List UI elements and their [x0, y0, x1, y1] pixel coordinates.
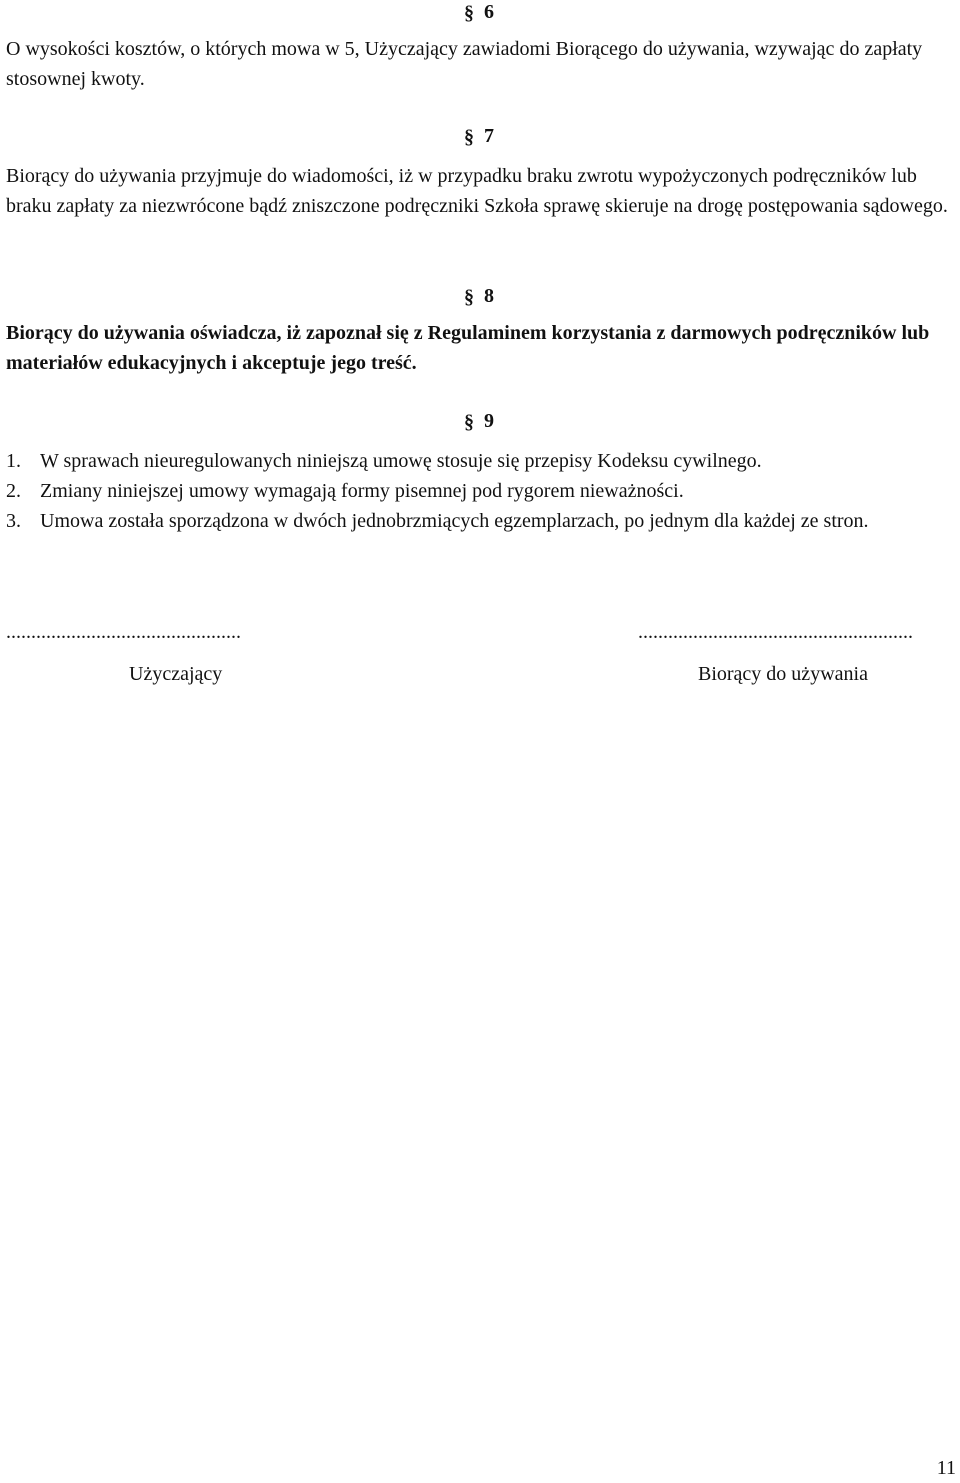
- section-8-heading: [464, 284, 494, 308]
- section-8-text: Biorący do używania oświadcza, iż zapoznał się z Regulaminem korzystania z darmowych podręczników lub materiałów edukacyjnych i akceptuje jego treść.: [6, 322, 930, 374]
- section-9-heading: [464, 409, 494, 433]
- list-item: [6, 476, 956, 506]
- signature-label-left: Użyczający: [129, 663, 223, 685]
- svg-text:§: §: [464, 126, 474, 148]
- list-item-number: 3.: [6, 510, 21, 532]
- list-item-text: W sprawach nieuregulowanych niniejszą umowę stosuje się przepisy Kodeksu cywilnego.: [40, 450, 762, 472]
- signature-label-right: Biorący do używania: [698, 663, 868, 685]
- section-number: 9: [484, 410, 494, 432]
- list-item-text: Umowa została sporządzona w dwóch jednobrzmiących egzemplarzach, po jednym dla każdej ze stron.: [40, 510, 869, 532]
- section-6-heading: [464, 0, 494, 24]
- list-item: [6, 446, 956, 476]
- section-sign-icon: [464, 124, 474, 148]
- page-number: 11: [936, 1457, 956, 1479]
- section-sign-icon: [464, 409, 474, 433]
- list-item: [6, 506, 956, 536]
- section-6-text: O wysokości kosztów, o których mowa w 5, Użyczający zawiadomi Biorącego do używania, wzywając do zapłaty stosownej kwoty.: [6, 38, 923, 90]
- section-number: 7: [484, 125, 494, 147]
- section-number: 6: [484, 1, 494, 23]
- signature-line-left: ...............................................: [6, 621, 241, 643]
- section-7-heading: [464, 124, 494, 148]
- section-number: 8: [484, 285, 494, 307]
- section-sign-icon: [464, 0, 474, 24]
- list-item-number: 1.: [6, 450, 21, 472]
- svg-text:§: §: [464, 411, 474, 433]
- section-sign-icon: [464, 284, 474, 308]
- list-item-text: Zmiany niniejszej umowy wymagają formy pisemnej pod rygorem nieważności.: [40, 480, 684, 502]
- svg-text:§: §: [464, 2, 474, 24]
- section-7-text: Biorący do używania przyjmuje do wiadomości, iż w przypadku braku zwrotu wypożyczonych podręczników lub braku zapłaty za niezwrócone bądź zniszczone podręczniki Szkoła sprawę skieruje na drogę postępowania sądowego.: [6, 165, 948, 217]
- signature-line-right: .......................................................: [638, 621, 913, 643]
- svg-text:§: §: [464, 286, 474, 308]
- list-item-number: 2.: [6, 480, 21, 502]
